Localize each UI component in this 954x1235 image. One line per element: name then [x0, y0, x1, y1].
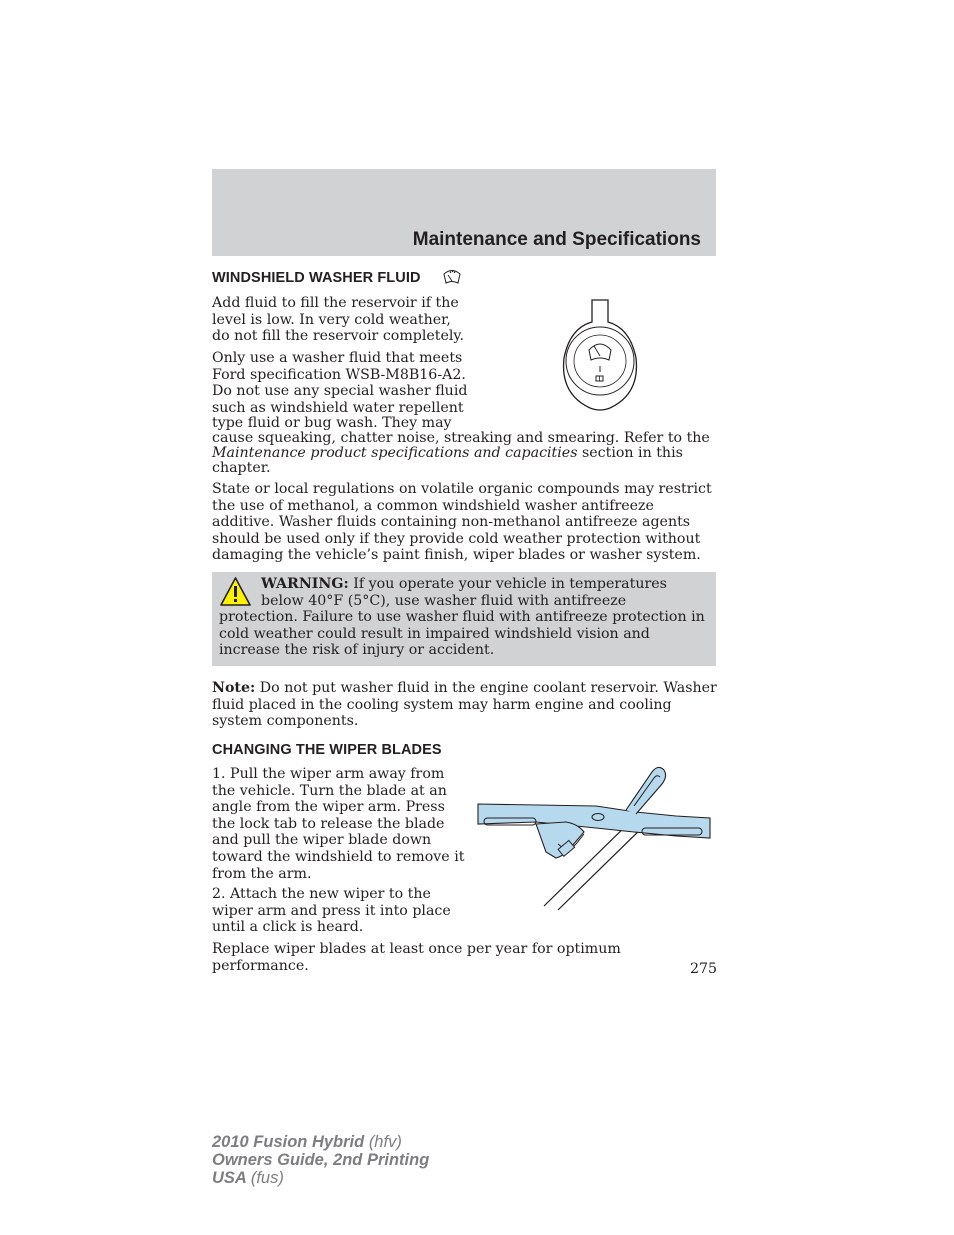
- note-body: Do not put washer fluid in the engine coolant reservoir. Washer fluid placed in the cooling system may harm engine and cooling system components.: [212, 680, 717, 730]
- washer-fluid-heading: WINDSHIELD WASHER FLUID: [212, 270, 421, 286]
- warning-label: WARNING:: [261, 576, 349, 592]
- text-line: Do not use any special washer fluid: [212, 383, 468, 400]
- text-tail: section in this chapter.: [212, 445, 683, 477]
- specifications-reference: Maintenance product specifications and capacities: [212, 445, 578, 462]
- text-line: Ford specification WSB-M8B16-A2.: [212, 366, 466, 383]
- page-number: 275: [690, 961, 718, 977]
- washer-reservoir-cap-illustration: [560, 298, 640, 412]
- footer-model-code: (hfv): [368, 1133, 402, 1151]
- note-paragraph: [212, 680, 717, 730]
- warning-text: [219, 576, 707, 659]
- warning-body: If you operate your vehicle in temperatures below 40°F (5°C), use washer fluid with antifreeze protection. Failure to use washer fluid with antifreeze protection in cold weather could result in impaired windshield vision and increase the risk of injury or accident.: [219, 576, 705, 659]
- washer-fluid-paragraph-2: [212, 350, 717, 476]
- footer-printing: Owners Guide, 2nd Printing: [212, 1151, 430, 1170]
- wiper-closing-paragraph: Replace wiper blades at least once per year for optimum performance.: [212, 941, 621, 974]
- warning-box: [212, 572, 716, 666]
- header-band: [212, 169, 716, 256]
- text-line: Only use a washer fluid that meets: [212, 350, 463, 366]
- footer-market: USA: [212, 1169, 247, 1188]
- page-section-title: Maintenance and Specifications: [412, 229, 701, 250]
- footer-model: 2010 Fusion Hybrid: [212, 1133, 365, 1151]
- washer-fluid-paragraph-1: Add fluid to fill the reservoir if the level is low. In very cold weather, do not fill the reservoir completely.: [212, 295, 465, 345]
- text-line: [212, 446, 717, 476]
- washer-fluid-icon: [442, 268, 462, 286]
- wiper-step-1: 1. Pull the wiper arm away from the vehicle. Turn the blade at an angle from the wiper arm. Press the lock tab to release the blade and pull the wiper blade down toward the windshield to remove it from the arm.: [212, 766, 465, 882]
- text-line: cause squeaking, chatter noise, streaking and smearing. Refer to the: [212, 430, 710, 447]
- wiper-blade-illustration: [476, 766, 712, 912]
- wiper-blades-heading: CHANGING THE WIPER BLADES: [212, 742, 442, 758]
- washer-fluid-paragraph-3: State or local regulations on volatile organic compounds may restrict the use of methanol, a common windshield washer antifreeze additive. Washer fluids containing non-methanol antifreeze agents should be used only if they provide cold weather protection without damaging the vehicle’s paint finish, wiper blades or washer system.: [212, 481, 712, 564]
- document-footer: [212, 1133, 429, 1188]
- note-label: Note:: [212, 680, 256, 696]
- text-line: type fluid or bug wash. They may: [212, 415, 452, 432]
- text-line: such as windshield water repellent: [212, 399, 464, 416]
- footer-market-code: (fus): [250, 1169, 284, 1188]
- wiper-step-2: 2. Attach the new wiper to the wiper arm and press it into place until a click is heard.: [212, 886, 451, 936]
